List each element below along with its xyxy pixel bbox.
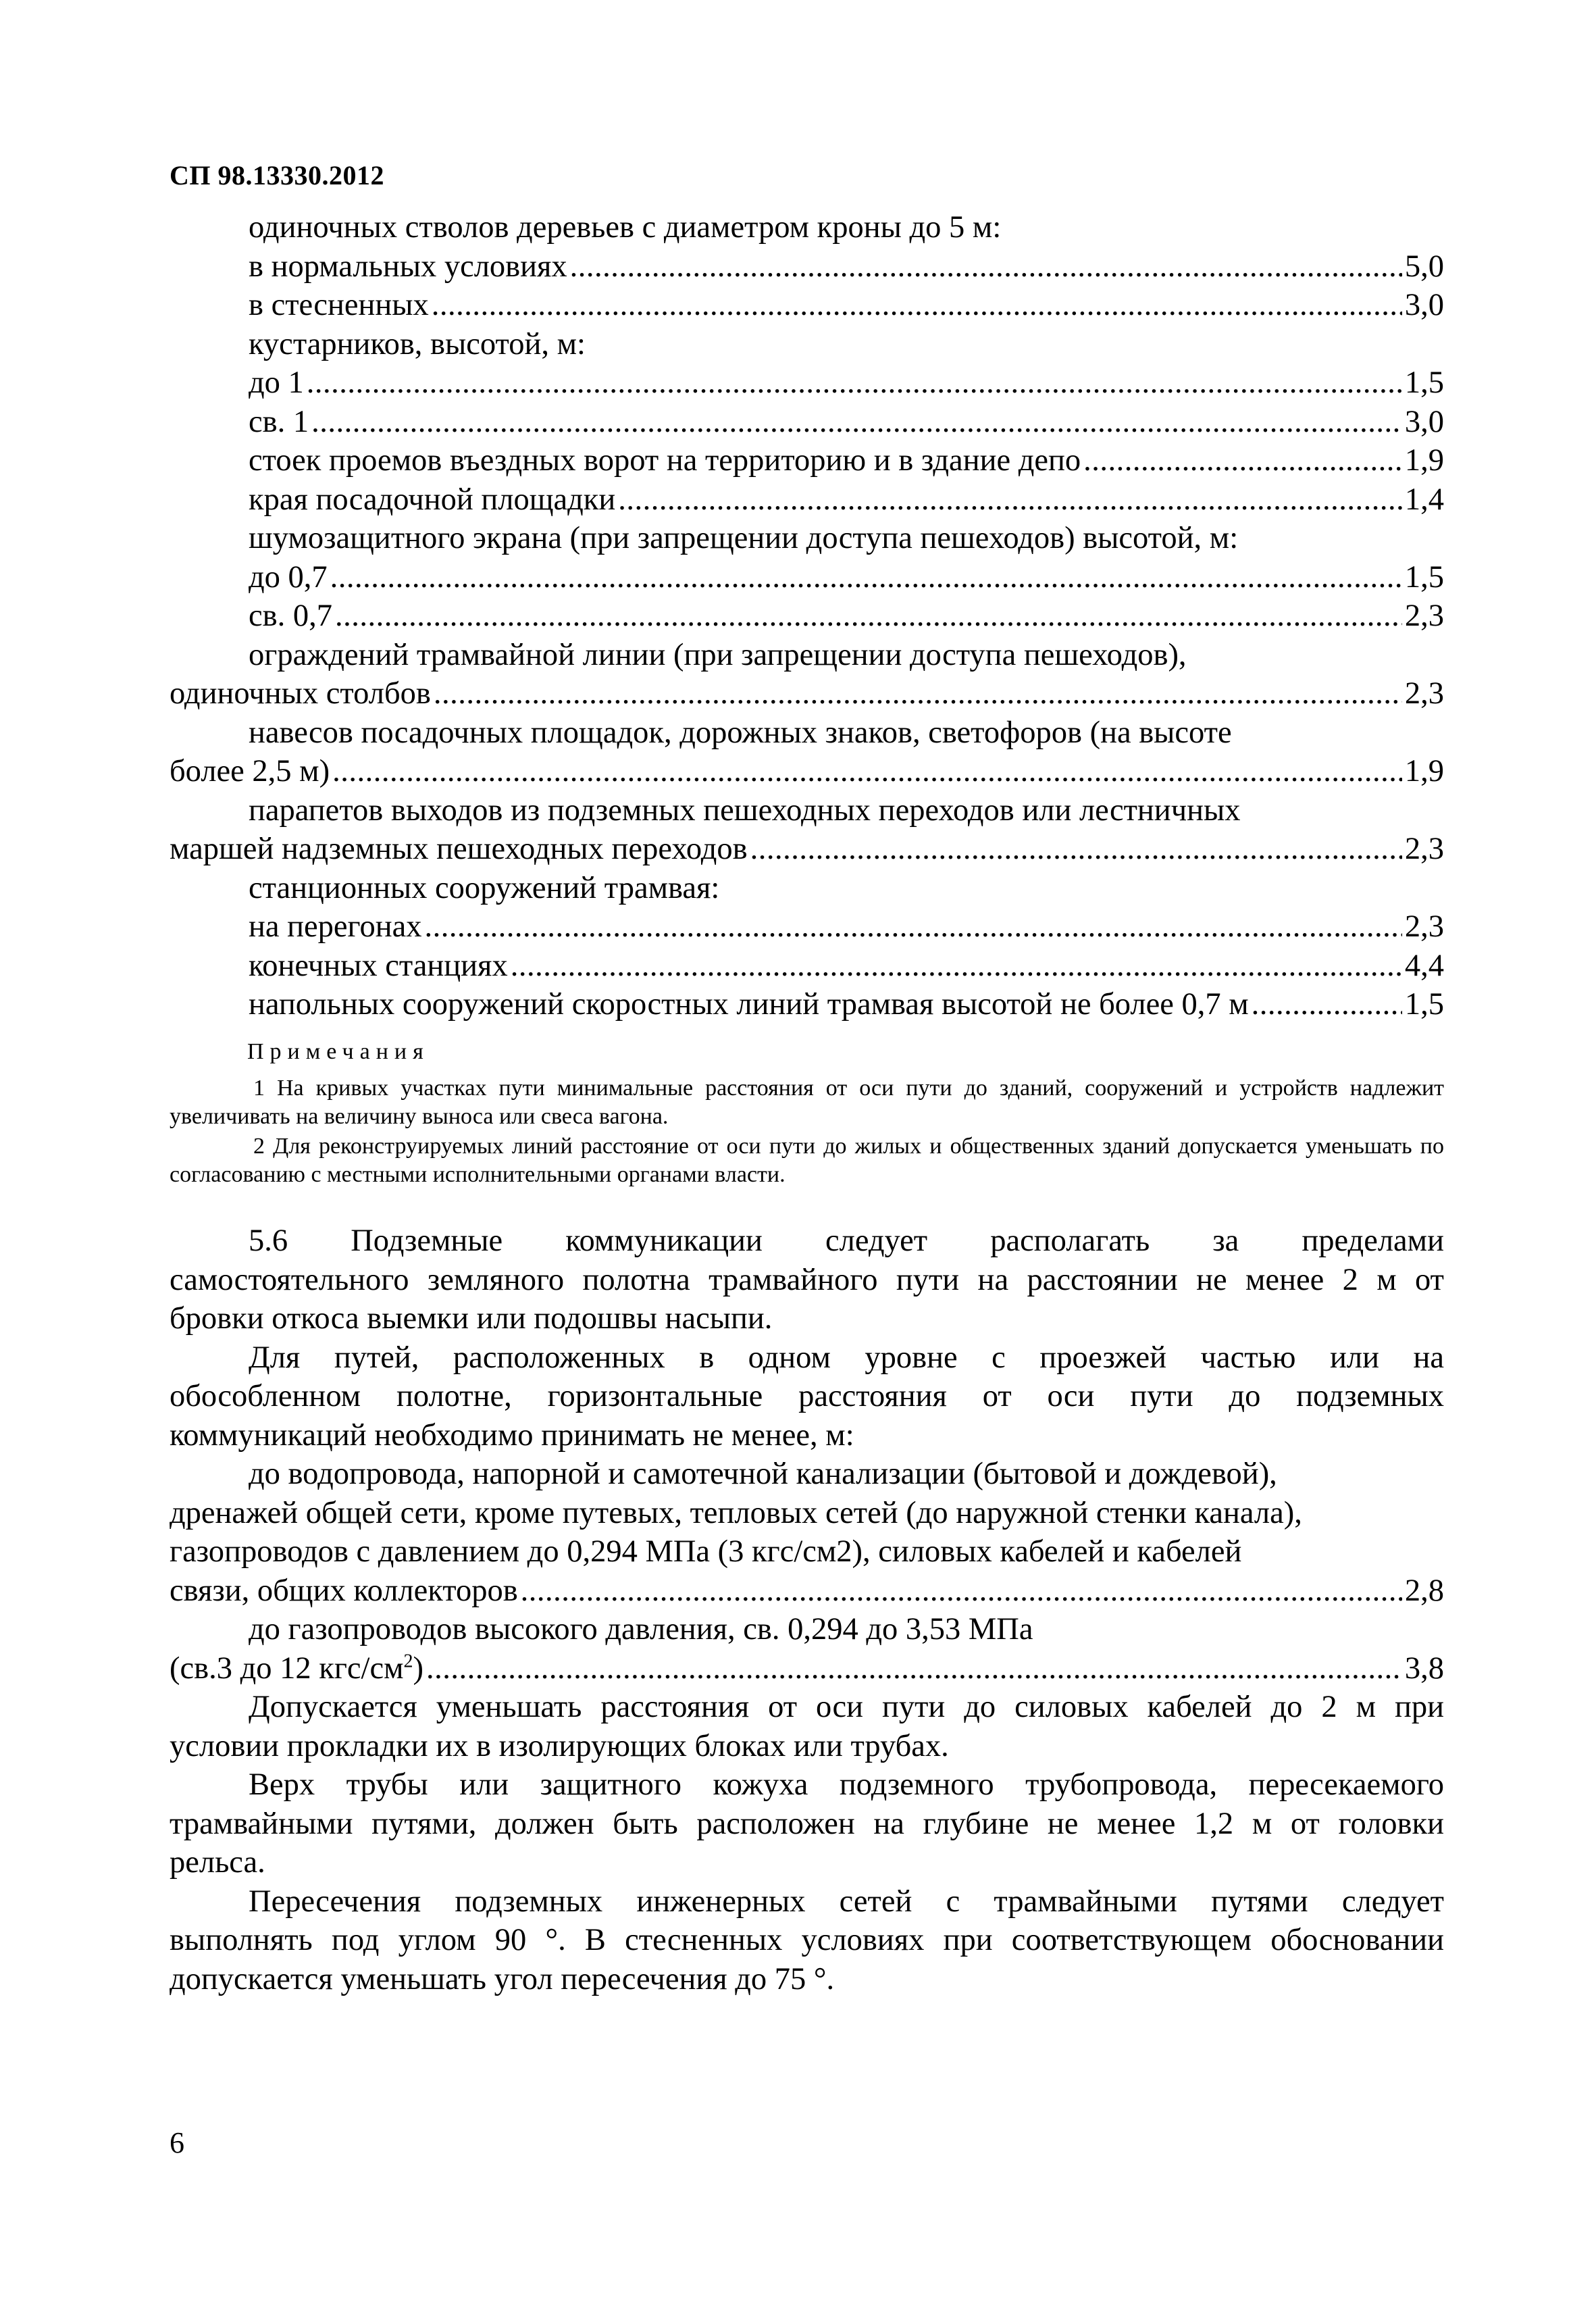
paragraph-line — [170, 1494, 1444, 1533]
dot-leader — [750, 830, 1402, 869]
paragraph-text: Допускается уменьшать расстояния от оси пути до силовых кабелей до 2 м при — [249, 1690, 1444, 1724]
paragraph-line — [170, 1299, 1444, 1338]
notes-title: Примечания — [247, 1039, 430, 1064]
clearance-list — [170, 208, 1444, 1024]
list-item — [170, 674, 1444, 713]
paragraph-line — [170, 1843, 1444, 1882]
list-item-value: 1,9 — [1404, 443, 1444, 478]
list-item-text: на перегонах — [249, 909, 422, 944]
list-item — [170, 480, 1444, 520]
dot-leader — [434, 674, 1402, 713]
list-item-value: 4,4 — [1404, 948, 1444, 983]
paragraph-text: выполнять под углом 90 °. В стесненных условиях при соответствующем обосновании — [170, 1923, 1444, 1957]
paragraph-text: рельса. — [170, 1845, 265, 1880]
list-item-value: 2,3 — [1404, 676, 1444, 711]
dot-leader — [425, 907, 1402, 947]
list-item-text: в стесненных — [249, 288, 429, 322]
paragraph-text: 5.6 Подземные коммуникации следует располагать за пределами — [249, 1224, 1444, 1258]
list-item-text: связи, общих коллекторов — [170, 1573, 518, 1608]
dot-leader — [521, 1571, 1402, 1611]
dot-leader — [570, 247, 1402, 286]
paragraph-text: до водопровода, напорной и самотечной канализации (бытовой и дождевой), — [249, 1457, 1277, 1491]
list-item-text: конечных станциях — [249, 948, 508, 983]
dot-leader — [1083, 441, 1402, 480]
list-item-text: кустарников, высотой, м: — [249, 326, 586, 361]
list-item-value: 1,5 — [1404, 366, 1444, 400]
list-item — [170, 286, 1444, 325]
list-item-value: 2,8 — [1404, 1573, 1444, 1608]
list-item — [170, 1649, 1444, 1688]
list-item-text-part: ) — [413, 1651, 424, 1686]
paragraph-text: дренажей общей сети, кроме путевых, тепловых сетей (до наружной стенки канала), — [170, 1495, 1302, 1530]
paragraph-text: самостоятельного земляного полотна трамвайного пути на расстоянии не менее 2 м от — [170, 1262, 1444, 1297]
paragraph-text: условии прокладки их в изолирующих блоках или трубах. — [170, 1728, 949, 1763]
paragraph-line — [170, 1377, 1444, 1416]
list-item-text: св. 0,7 — [249, 599, 332, 633]
dot-leader — [618, 480, 1402, 520]
list-item-text: маршей надземных пешеходных переходов — [170, 832, 748, 866]
list-item-text: одиночных стволов деревьев с диаметром кроны до 5 м: — [249, 210, 1002, 245]
paragraph-line — [170, 1805, 1444, 1844]
paragraph-line — [170, 1610, 1444, 1649]
dot-leader — [426, 1649, 1402, 1688]
list-item — [170, 907, 1444, 947]
list-item-text: парапетов выходов из подземных пешеходных переходов или лестничных — [249, 793, 1241, 828]
list-item — [170, 791, 1444, 830]
paragraph-text: до газопроводов высокого давления, св. 0,294 до 3,53 МПа — [249, 1612, 1033, 1646]
list-item — [170, 208, 1444, 247]
list-item-value: 2,3 — [1404, 832, 1444, 866]
list-item — [170, 830, 1444, 869]
list-item-text: шумозащитного экрана (при запрещении доступа пешеходов) высотой, м: — [249, 521, 1239, 555]
list-item-text: стоек проемов въездных ворот на территорию и в здание депо — [249, 443, 1081, 478]
list-item-value: 1,4 — [1404, 482, 1444, 517]
paragraph-text: газопроводов с давлением до 0,294 МПа (3 кгс/см2), силовых кабелей и кабелей — [170, 1534, 1242, 1569]
list-item-text: до 0,7 — [249, 559, 328, 595]
list-item — [170, 869, 1444, 908]
list-item-value: 1,9 — [1404, 754, 1444, 788]
paragraph-text: обособленном полотне, горизонтальные расстояния от оси пути до подземных — [170, 1379, 1444, 1413]
list-item-value: 3,8 — [1404, 1651, 1444, 1686]
document-code: СП 98.13330.2012 — [170, 160, 384, 191]
list-item-value: 1,5 — [1404, 987, 1444, 1022]
paragraph-line — [170, 1688, 1444, 1727]
list-item-text: до 1 — [249, 366, 304, 400]
list-item-value: 5,0 — [1404, 249, 1444, 284]
paragraph-line — [170, 1261, 1444, 1300]
list-item — [170, 325, 1444, 364]
list-item-text: навесов посадочных площадок, дорожных знаков, светофоров (на высоте — [249, 715, 1232, 750]
list-item — [170, 752, 1444, 791]
paragraph-text: допускается уменьшать угол пересечения до 75 °. — [170, 1961, 835, 1996]
list-item — [170, 1571, 1444, 1611]
dot-leader — [1252, 985, 1402, 1024]
list-item-text: одиночных столбов — [170, 676, 431, 711]
paragraph-text: бровки откоса выемки или подошвы насыпи. — [170, 1301, 773, 1336]
list-item-text — [170, 1649, 423, 1688]
list-item — [170, 558, 1444, 597]
paragraph-line — [170, 1532, 1444, 1571]
list-item-value: 3,0 — [1404, 404, 1444, 439]
paragraph-text: трамвайными путями, должен быть расположен на глубине не менее 1,2 м от головки — [170, 1806, 1444, 1841]
list-item-value: 3,0 — [1404, 288, 1444, 322]
paragraph-line — [170, 1338, 1444, 1378]
list-item — [170, 597, 1444, 636]
dot-leader — [332, 752, 1402, 791]
paragraph-line — [170, 1222, 1444, 1261]
list-item — [170, 441, 1444, 480]
list-item — [170, 947, 1444, 986]
list-item — [170, 713, 1444, 753]
paragraph-text: Верх трубы или защитного кожуха подземного трубопровода, пересекаемого — [249, 1767, 1444, 1802]
list-item-text: ограждений трамвайной линии (при запрещении доступа пешеходов), — [249, 637, 1187, 672]
paragraph-text: Пересечения подземных инженерных сетей с трамвайными путями следует — [249, 1884, 1444, 1919]
dot-leader — [511, 947, 1402, 986]
note-1: 1 На кривых участках пути минимальные расстояния от оси пути до зданий, сооружений и устройств надлежит увеличивать на величину выноса или свеса вагона. — [170, 1076, 1444, 1129]
list-item — [170, 247, 1444, 286]
list-item — [170, 519, 1444, 558]
paragraph-line — [170, 1416, 1444, 1455]
superscript: 2 — [403, 1651, 413, 1671]
list-item — [170, 636, 1444, 675]
dot-leader — [311, 403, 1402, 442]
list-item — [170, 403, 1444, 442]
paragraph-line — [170, 1882, 1444, 1921]
list-item — [170, 985, 1444, 1024]
list-item-text: более 2,5 м) — [170, 754, 330, 788]
paragraph-line — [170, 1727, 1444, 1766]
list-item-value: 2,3 — [1404, 909, 1444, 944]
paragraph-text: коммуникаций необходимо принимать не менее, м: — [170, 1417, 854, 1453]
dot-leader — [432, 286, 1402, 325]
dot-leader — [330, 558, 1402, 597]
list-item-text-part: (св.3 до 12 кгс/см — [170, 1651, 404, 1686]
list-item-value: 1,5 — [1404, 559, 1444, 595]
list-item — [170, 363, 1444, 403]
list-item-text: края посадочной площадки — [249, 482, 616, 517]
note-2: 2 Для реконструируемых линий расстояние от оси пути до жилых и общественных зданий допускается уменьшать по согласованию с местными исполнительными органами власти. — [170, 1134, 1444, 1187]
dot-leader — [335, 597, 1402, 636]
list-item-text: св. 1 — [249, 404, 309, 439]
dot-leader — [307, 363, 1402, 403]
paragraph-line — [170, 1960, 1444, 1999]
list-item-text: станционных сооружений трамвая: — [249, 870, 720, 905]
list-item-value: 2,3 — [1404, 599, 1444, 633]
paragraph-text: Для путей, расположенных в одном уровне с проезжей частью или на — [249, 1340, 1444, 1375]
section-5-6 — [170, 1222, 1444, 1998]
page-number: 6 — [170, 2126, 184, 2159]
paragraph-line — [170, 1921, 1444, 1960]
list-item-text: напольных сооружений скоростных линий трамвая высотой не более 0,7 м — [249, 987, 1249, 1022]
paragraph-line — [170, 1765, 1444, 1805]
list-item-text: в нормальных условиях — [249, 249, 567, 284]
paragraph-line — [170, 1455, 1444, 1494]
